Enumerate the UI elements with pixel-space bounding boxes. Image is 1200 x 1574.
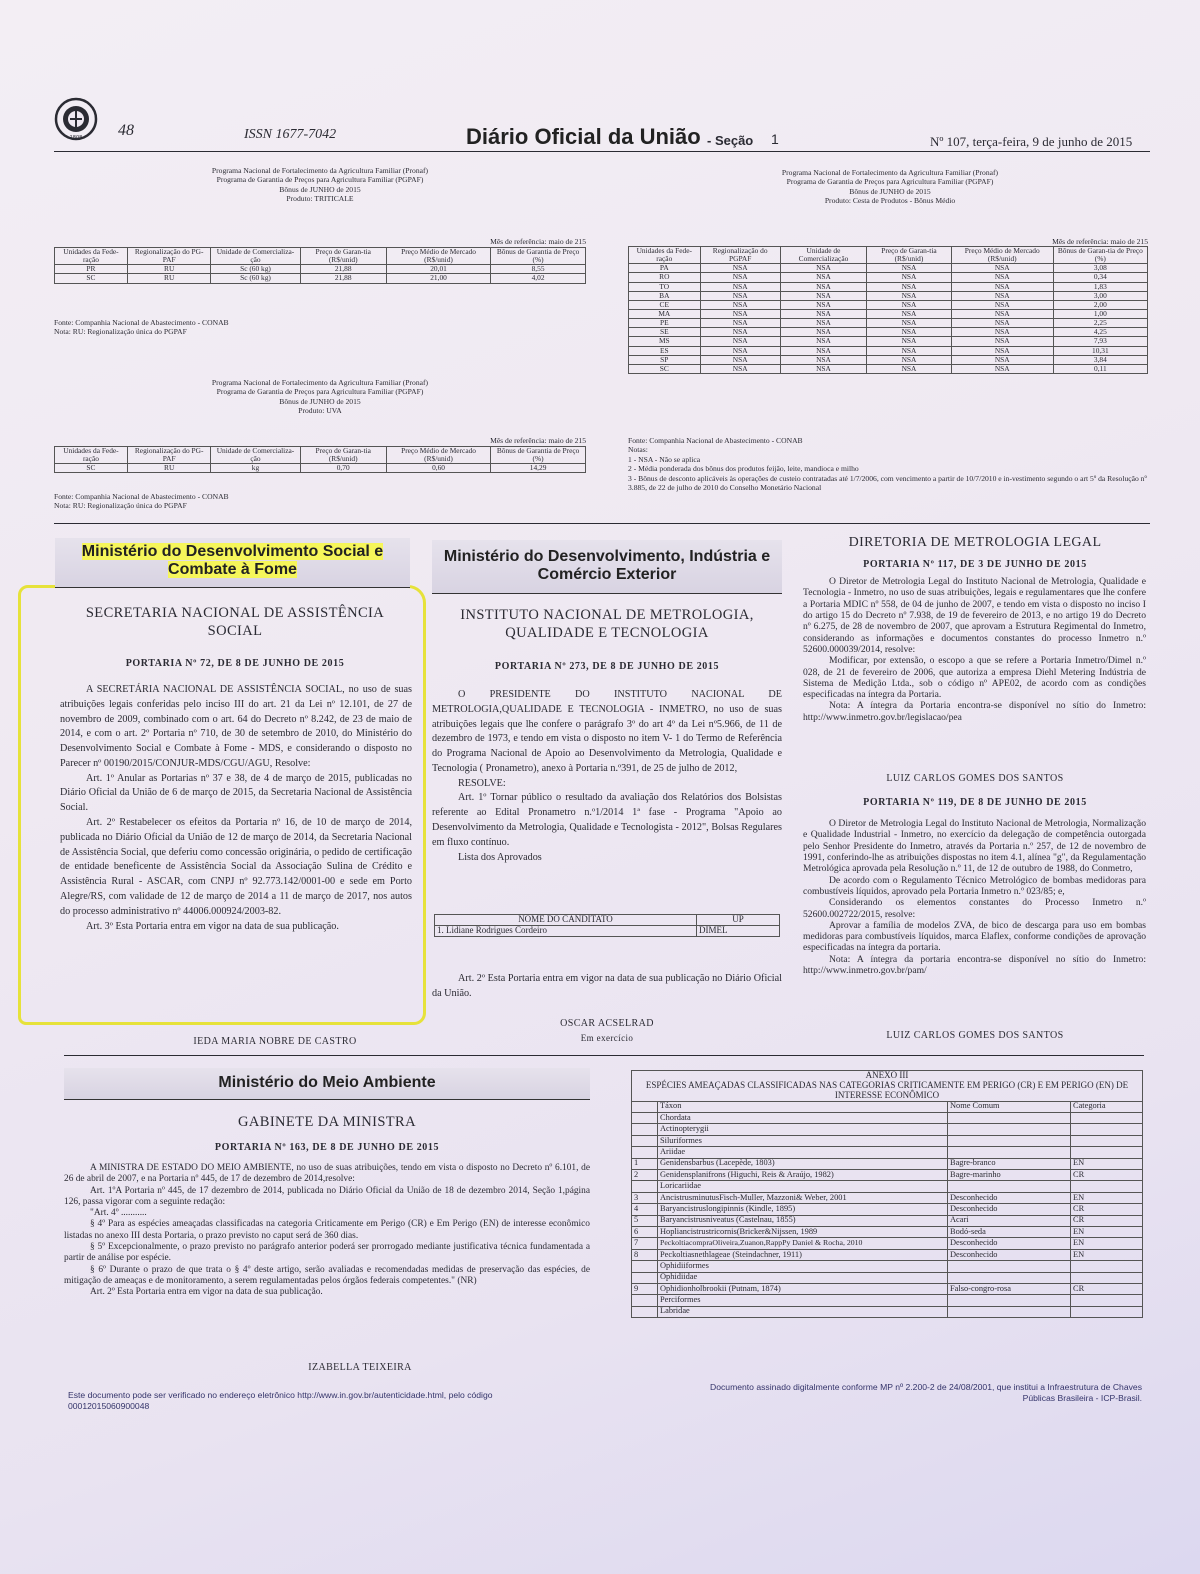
cesta-heading: Programa Nacional de Fortalecimento da Agricultura Familiar (Pronaf) Programa de Garantia de Preços para Agricultura Familiar (PGPAF) Bônus de JUNHO de 2015 Produto: Cesta de Produtos - Bônus Médio [781, 168, 999, 206]
table-row: Perciformes [632, 1295, 1143, 1306]
triticale-table: Unidades da Fede-ração Regionalização do PG-PAF Unidade de Comercializa-ção Preço de Garan-tia (R$/unid) Preço Médio de Mercado (R$/unid) Bônus de Garantia de Preço (%) PR RU Sc (60 kg) 21,88 20,01 8,55 SC RU Sc (60 kg) 21,88 21,00 4,02 [54, 247, 586, 284]
mdic-instituto: INSTITUTO NACIONAL DE METROLOGIA, QUALIDADE E TECNOLOGIA [460, 607, 754, 641]
cesta-notes: Fonte: Companhia Nacional de Abastecimento - CONAB Notas: 1 - NSA - Não se aplica 2 - Média ponderada dos bônus dos produtos feijão, leite, mandioca e milho 3 - Bônus de desconto aplicáveis às operações de custeio contratadas até 1/7/2006, com vencimento a partir de 10/7/2010 e in-vestimento segundo o art 5º da Resolução nº 3.885, de 22 de julho de 2010 do Conselho Monetário Nacional [628, 436, 1147, 493]
mma-signatory: IZABELLA TEIXEIRA [308, 1362, 412, 1373]
table-row: Actinopterygii [632, 1124, 1143, 1135]
table-row: 2 Genidensplanifrons (Higuchi, Reis & Araújo, 1982) Bagre-marinho CR [632, 1170, 1143, 1181]
table-row: 8 Peckoltiasnethlageae (Steindachner, 1911) Desconhecido EN [632, 1249, 1143, 1260]
anexo-title: ANEXO III [865, 1070, 909, 1080]
table-row: 1 Genidensbarbus (Lacepède, 1803) Bagre-branco EN [632, 1158, 1143, 1169]
table-row: Labridae [632, 1306, 1143, 1317]
table-row: Chordata [632, 1113, 1143, 1124]
mds-body: A SECRETÁRIA NACIONAL DE ASSISTÊNCIA SOCIAL, no uso de suas atribuições legais conferidas pelo inciso III do art. 21 da Lei nº 12.101, de 27 de novembro de 2009, combinado com o art. 64 do Decreto nº 8.242, de 23 de maio de 2014, e com o art. 2º Portaria nº 710, de 30 de setembro de 2010, do Ministério do Desenvolvimento Social e Combate à Fome - MDS, e considerando o disposto no Parecer nº 00190/2015/CONJUR-MDS/CGU/AGU, Resolve: Art. 1º Anular as Portarias nº 37 e 38, de 4 de março de 2015, publicadas no Diário Oficial da União de 6 de março de 2015, da Secretaria Nacional de Assistência Social. Art. 2º Restabelecer os efeitos da Portaria nº 16, de 10 de março de 2014, publicada no Diário Oficial da União de 12 de março de 2014, da Secretaria Nacional de Assistência Social, que deferiu como concessão originária, o pedido de certificação de entidade beneficente de Assistência Social da Associação Sulina de Crédito e Assistência Rural - ASCAR, com CNPJ nº 92.773.142/0001-00 e sede em Porto Alegre/RS, com validade de 12 de março de 2014 a 11 de março de 2017, nos autos do processo administrativo nº 44006.000924/2003-82. Art. 3º Esta Portaria entra em vigor na data de sua publicação. [60, 684, 412, 932]
mdic-signatory: OSCAR ACSELRAD [560, 1018, 654, 1029]
section-number: 1 [771, 131, 779, 147]
table-row: PE NSA NSA NSA NSA 2,25 [629, 319, 1148, 328]
section-rule [54, 523, 1150, 524]
mds-ministry-title: Ministério do Desenvolvimento Social e Combate à Fome [55, 538, 410, 588]
table-row: 9 Ophidionholbrookii (Putnam, 1874) Falso-congro-rosa CR [632, 1283, 1143, 1294]
uva-source: Fonte: Companhia Nacional de Abastecimento - CONAB Nota: RU: Regionalização única do PGPAF [54, 492, 229, 511]
uva-heading: Programa Nacional de Fortalecimento da Agricultura Familiar (Pronaf) Programa de Garantia de Preços para Agricultura Familiar (PGPAF) Bônus de JUNHO de 2015 Produto: UVA [211, 378, 429, 416]
table-row: MA NSA NSA NSA NSA 1,00 [629, 309, 1148, 318]
mma-portaria-title: PORTARIA Nº 163, DE 8 DE JUNHO DE 2015 [214, 1142, 440, 1153]
table-row: PR RU Sc (60 kg) 21,88 20,01 8,55 [55, 265, 586, 274]
table-row: RO NSA NSA NSA NSA 0,34 [629, 273, 1148, 282]
issue-date: Nº 107, terça-feira, 9 de junho de 2015 [930, 134, 1133, 149]
mds-signatory: IEDA MARIA NOBRE DE CASTRO [193, 1036, 357, 1047]
table-row: SE NSA NSA NSA NSA 4,25 [629, 328, 1148, 337]
svg-text:1808: 1808 [69, 135, 83, 141]
dimel-119-body: O Diretor de Metrologia Legal do Instituto Nacional de Metrologia, Normalização e Qualidade Industrial - Inmetro, no exercício da delegação de competência outorgada pelo Senhor Presidente do Inmetro, através da Portaria n.º 257, de 12 de novembro de 1991, conferindo-lhe as atribuições dispostas no item 4.1, alínea "g", da Regulamentação Metrológica aprovada pela Resolução n.º 11, de 12 de outubro de 1988, do Conmetro, De acordo com o Regulamento Técnico Metrológico de bombas medidoras para combustíveis líquidos, aprovado pela Portaria Inmetro n.º 023/85; e, Considerando os elementos constantes do Processo Inmetro n.º 52600.002722/2015, resolve: Aprovar a família de modelos ZVA, de bico de descarga para uso em bombas medidoras para combustíveis líquidos, marca Elaflex, conforme condições de aprovação especificadas na íntegra da portaria. Nota: A íntegra da portaria encontra-se disponível no sítio do Inmetro: http://www.inmetro.gov.br/pam/ [803, 818, 1146, 977]
mdic-ministry-title: Ministério do Desenvolvimento, Indústria e Comércio Exterior [432, 540, 782, 594]
anexo-table: Táxon Nome Comum Categoria Chordata Actinopterygii Siluriformes Ariidae 1 Genidensbarbus (Lacepède, 1803) Bagre-branco EN 2 Genidensplanifrons (Higuchi, Reis & Araújo, 1982) Bagre-marinho CR Loricariidae 3 AncistrusminutusFisch-Muller, Mazzoni& Weber, 2001 Desconhecido EN 4 Baryancistruslongipinnis (Kindle, 1895) Desconhecido CR 5 Baryancistrusniveatus (Castelnau, 1855) Acari CR 6 Hopliancistrustricornis(Bricker&Nijssen, 1989 Bodó-seda EN 7 PeckoltiacompraOliveira,Zuanon,RappPy Daniel & Rocha, 2010 Desconhecido EN 8 Peckoltiasnethlageae (Steindachner, 1911) Desconhecido EN Ophidiiformes Ophidiidae 9 Ophidionholbrookii (Putnam, 1874) Falso-congro-rosa CR Perciformes Labridae [631, 1101, 1143, 1318]
mds-portaria-title: PORTARIA Nº 72, DE 8 DE JUNHO DE 2015 [125, 658, 345, 669]
table-row: 6 Hopliancistrustricornis(Bricker&Nijssen, 1989 Bodó-seda EN [632, 1226, 1143, 1237]
imprensa-nacional-seal-icon [54, 97, 98, 141]
table-row: PA NSA NSA NSA NSA 3,08 [629, 264, 1148, 273]
cesta-table: Unidades da Fede-ração Regionalização do PGPAF Unidade de Comercialização Preço de Garan-tia (R$/unid) Preço Médio de Mercado (R$/unid) Bônus de Garan-tia de Preço (%) PA NSA NSA NSA NSA 3,08 RO NSA NSA NSA NSA 0,34 TO NSA NSA NSA NSA 1,83 BA NSA NSA NSA NSA 3,00 CE NSA NSA NSA NSA 2,00 MA NSA NSA NSA NSA 1,00 PE NSA NSA NSA NSA 2,25 SE NSA NSA NSA NSA 4,25 MS NSA NSA NSA NSA 7,93 ES NSA NSA NSA NSA 10,31 SP NSA NSA NSA NSA 3,84 SC NSA NSA NSA NSA 0,11 [628, 246, 1148, 374]
triticale-ref-month: Mês de referência: maio de 215 [490, 237, 586, 246]
uva-ref-month: Mês de referência: maio de 215 [490, 436, 586, 445]
dimel-117-body: O Diretor de Metrologia Legal do Instituto Nacional de Metrologia, Qualidade e Tecnologia - Inmetro, no uso de suas atribuições, legais e regulamentares que lhe confere a Portaria MDIC nº 558, de 04 de junho de 2007, e tendo em vista o disposto no inciso I do artigo 15 do Decreto nº 7.938, de 19 de fevereiro de 2013, e no artigo 19 do Decreto nº 6.275, de 28 de novembro de 2007, que aprovam a Estrutura Regimental do Inmetro, considerando as informações e documentos constantes do processo Inmetro n.º 52600.000039/2014, resolve: Modificar, por extensão, o escopo a que se refere a Portaria Inmetro/Dimel n.º 028, de 21 de fevereiro de 2006, que autoriza a empresa Diehl Metering Indústria de Sistema de Medição Ltda., sob o código nº APE02, de acordo com as condições especificadas na íntegra da Portaria. Nota: A íntegra da Portaria encontra-se disponível no sítio do Inmetro: http://www.inmetro.gov.br/legislacao/pea [803, 576, 1146, 723]
table-row: CE NSA NSA NSA NSA 2,00 [629, 300, 1148, 309]
mdic-portaria-title: PORTARIA Nº 273, DE 8 DE JUNHO DE 2015 [494, 661, 720, 672]
triticale-source: Fonte: Companhia Nacional de Abastecimento - CONAB Nota: RU: Regionalização única do PGPAF [54, 318, 229, 337]
uva-table: Unidades da Fede-ração Regionalização do PG-PAF Unidade de Comercializa-ção Preço de Garan-tia (R$/unid) Preço Médio de Mercado (R$/unid) Bônus de Garantia de Preço (%) SC RU kg 0,70 0,60 14,29 [54, 446, 586, 473]
dimel-portaria-119: PORTARIA Nº 119, DE 8 DE JUNHO DE 2015 [863, 797, 1087, 808]
table-row: Ophidiiformes [632, 1261, 1143, 1272]
table-row: Loricariidae [632, 1181, 1143, 1192]
dimel-portaria-117: PORTARIA Nº 117, DE 3 DE JUNHO DE 2015 [863, 559, 1087, 570]
table-row: 5 Baryancistrusniveatus (Castelnau, 1855) Acari CR [632, 1215, 1143, 1226]
table-row: SC RU Sc (60 kg) 21,88 21,00 4,02 [55, 274, 586, 283]
dimel-119-signatory: LUIZ CARLOS GOMES DOS SANTOS [886, 1030, 1064, 1041]
mdic-approved-table: NOME DO CANDITATO UP 1. Lidiane Rodrigues Cordeiro DIMEL [434, 914, 780, 937]
cesta-ref-month: Mês de referência: maio de 215 [1052, 237, 1148, 246]
triticale-heading: Programa Nacional de Fortalecimento da Agricultura Familiar (Pronaf) Programa de Garantia de Preços para Agricultura Familiar (PGPAF) Bônus de JUNHO de 2015 Produto: TRITICALE [211, 166, 429, 204]
mdic-art2: Art. 2º Esta Portaria entra em vigor na data de sua publicação no Diário Oficial da União. [432, 973, 782, 999]
footer-signature-note: Documento assinado digitalmente conforme MP nº 2.200-2 de 24/08/2001, que institui a Infraestrutura de Chaves Públicas Brasileira - ICP-Brasil. [710, 1382, 1142, 1404]
page-number: 48 [118, 122, 134, 139]
anexo-subtitle: ESPÉCIES AMEAÇADAS CLASSIFICADAS NAS CATEGORIAS CRITICAMENTE EM PERIGO (CR) E EM PERIGO (EN) DE INTERESSE ECONÔMICO [645, 1079, 1129, 1100]
table-row: Siluriformes [632, 1135, 1143, 1146]
table-row: Ophidiidae [632, 1272, 1143, 1283]
mdic-body: O PRESIDENTE DO INSTITUTO NACIONAL DE METROLOGIA,QUALIDADE E TECNOLOGIA - INMETRO, no uso de suas atribuições legais que lhe confere o parágrafo 3º do art 4º da Lei nº5.966, de 11 de dezembro de 1973, e tendo em vista o disposto no item V- 1 do Termo de Referência do Programa Nacional de Apoio ao Desenvolvimento da Metrologia, Qualidade e Tecnologia ( Pronametro), anexo à Portaria n.º391, de 25 de julho de 2012, RESOLVE: Art. 1º Tornar público o resultado da avaliação dos Relatórios dos Bolsistas referente ao Edital Pronametro n.º1/2014 1ª fase - Programa "Apoio ao Desenvolvimento da Metrologia, Qualidade e Tecnologista - 2012", Bolsas Regulares em fluxo contínuo. Lista dos Aprovados [432, 689, 782, 863]
publication-title: Diário Oficial da União [466, 124, 701, 149]
table-row: Ariidae [632, 1147, 1143, 1158]
table-row: MS NSA NSA NSA NSA 7,93 [629, 337, 1148, 346]
table-row: 3 AncistrusminutusFisch-Muller, Mazzoni& Weber, 2001 Desconhecido EN [632, 1192, 1143, 1203]
mma-gabinete: GABINETE DA MINISTRA [238, 1114, 416, 1130]
mma-body: A MINISTRA DE ESTADO DO MEIO AMBIENTE, no uso de suas atribuições, tendo em vista o disposto no Decreto nº 6.101, de 26 de abril de 2007, e na Portaria nº 445, de 17 de dezembro de 2014,resolve: Art. 1ºA Portaria nº 445, de 17 dezembro de 2014, publicada no Diário Oficial da União de 18 de dezembro 2014, Seção 1,página 126, passa vigorar com a seguinte redação: "Art. 4º ........... § 4º Para as espécies ameaçadas classificadas na categoria Criticamente em Perigo (CR) e Em Perigo (EN) de interesse econômico listadas no anexo III desta Portaria, o prazo previsto no caput será de 360 dias. § 5º Excepcionalmente, o prazo previsto no parágrafo anterior poderá ser prorrogado mediante justificativa técnica fundamentada a partir de análise por espécie. § 6º Durante o prazo de que trata o § 4º deste artigo, serão avaliadas e recomendadas medidas de preservação das espécies, de mitigação de ameaças e de monitoramento, a serem regulamentadas pelos órgãos federais competentes." (NR) Art. 2º Esta Portaria entra em vigor na data de sua publicação. [64, 1163, 590, 1298]
section-label: - Seção [707, 133, 754, 148]
footer-verification: Este documento pode ser verificado no endereço eletrônico http://www.in.gov.br/autenticidade.html, pelo código 00012015060900048 [68, 1390, 493, 1412]
table-row: 4 Baryancistruslongipinnis (Kindle, 1895) Desconhecido CR [632, 1204, 1143, 1215]
mds-secretaria: SECRETARIA NACIONAL DE ASSISTÊNCIA SOCIAL [85, 605, 385, 639]
table-row: TO NSA NSA NSA NSA 1,83 [629, 282, 1148, 291]
anexo-table-block [631, 1070, 1143, 1318]
dimel-title: DIRETORIA DE METROLOGIA LEGAL [848, 535, 1102, 550]
mdic-signatory-role: Em exercício [580, 1033, 634, 1043]
table-row: SC NSA NSA NSA NSA 0,11 [629, 364, 1148, 373]
dimel-117-signatory: LUIZ CARLOS GOMES DOS SANTOS [886, 773, 1064, 784]
lower-rule [64, 1055, 1144, 1056]
mma-ministry-title: Ministério do Meio Ambiente [64, 1068, 590, 1100]
issn: ISSN 1677-7042 [244, 127, 337, 142]
table-row: SP NSA NSA NSA NSA 3,84 [629, 355, 1148, 364]
table-row: 1. Lidiane Rodrigues Cordeiro DIMEL [435, 925, 780, 936]
table-row: SC RU kg 0,70 0,60 14,29 [55, 464, 586, 473]
header-rule [54, 151, 1150, 152]
table-row: BA NSA NSA NSA NSA 3,00 [629, 291, 1148, 300]
table-row: 7 PeckoltiacompraOliveira,Zuanon,RappPy Daniel & Rocha, 2010 Desconhecido EN [632, 1238, 1143, 1249]
table-row: ES NSA NSA NSA NSA 10,31 [629, 346, 1148, 355]
